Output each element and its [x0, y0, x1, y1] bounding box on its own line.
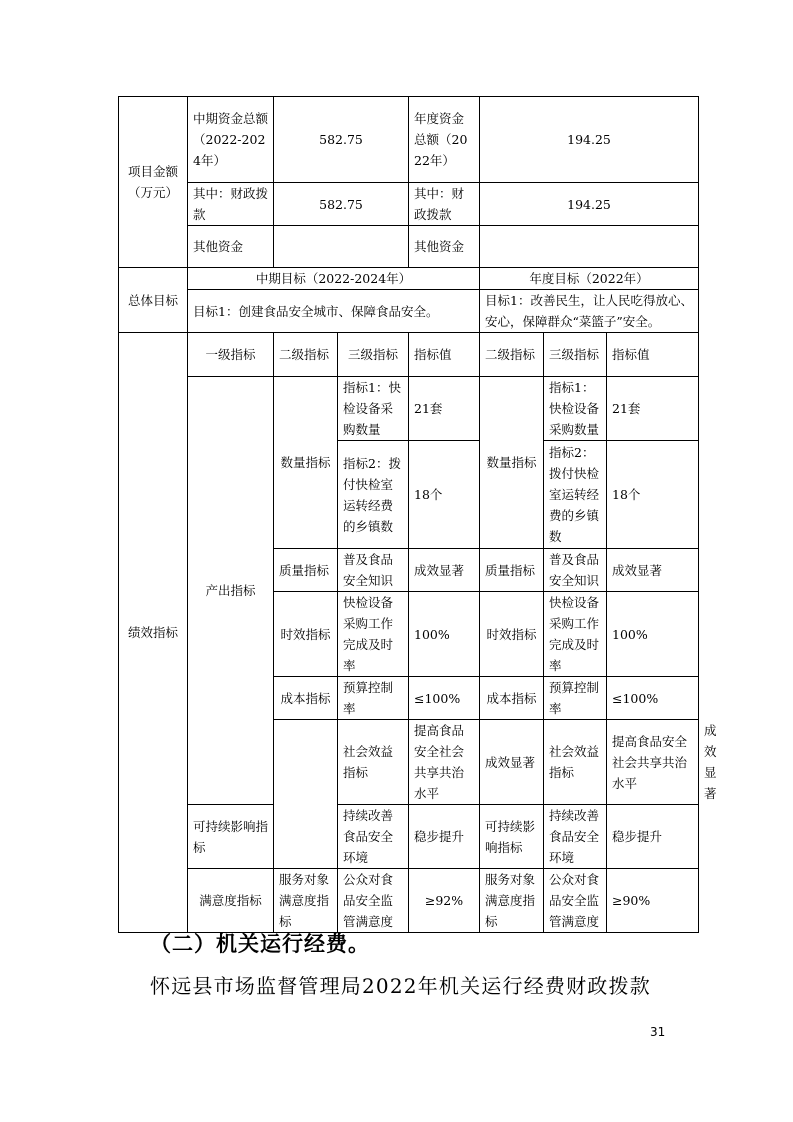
table-row: [119, 869, 699, 933]
performance-table: [118, 96, 717, 933]
value-sustain-annual: 稳步提升: [607, 805, 699, 869]
goals-row-header: 总体目标: [119, 268, 188, 333]
col-header-value-mid: 指标值: [409, 333, 480, 377]
value-cost-annual: ≤100%: [607, 677, 699, 720]
value-timeliness-annual: 100%: [607, 592, 699, 677]
value-quantity1-mid: 21套: [409, 377, 480, 441]
value-cost-mid: ≤100%: [409, 677, 480, 720]
benefit-indicator-label: [274, 720, 338, 869]
mid-total-value: 582.75: [274, 97, 409, 183]
level3-cost-mid: 预算控制率: [338, 677, 409, 720]
level3-satisfaction-annual: 公众对食品安全监管满意度: [544, 869, 607, 933]
level2-cost-mid: 成本指标: [274, 677, 338, 720]
level2-social-annual: 社会效益指标: [544, 720, 607, 805]
body-paragraph: 怀远县市场监督管理局2022年机关运行经费财政拨款: [150, 974, 651, 998]
value-satisfaction-mid: ≥92%: [409, 869, 480, 933]
mid-other-value: [274, 226, 409, 268]
value-quantity2-annual: 18个: [607, 441, 699, 549]
annual-other-value: [480, 226, 699, 268]
value-quality-annual: 成效显著: [607, 549, 699, 592]
level2-sustain-annual: 可持续影响指标: [480, 805, 544, 869]
level2-satisfaction-annual: 服务对象满意度指标: [480, 869, 544, 933]
col-header-level2-mid: 二级指标: [274, 333, 338, 377]
level2-timeliness-mid: 时效指标: [274, 592, 338, 677]
level3-quantity2-mid: 指标2：拨付快检室运转经费的乡镇数: [338, 441, 409, 549]
value-quality-mid: 成效显著: [409, 549, 480, 592]
output-indicator-label: 产出指标: [188, 377, 274, 805]
level3-sustain-mid: 持续改善食品安全环境: [338, 805, 409, 869]
mid-fiscal-value: 582.75: [274, 183, 409, 226]
value-timeliness-mid: 100%: [409, 592, 480, 677]
level2-quantity-mid: 数量指标: [274, 377, 338, 549]
col-header-level2-annual: 二级指标: [480, 333, 544, 377]
funding-row-header: [119, 97, 188, 268]
level3-quality-annual: 普及食品安全知识: [544, 549, 607, 592]
annual-other-label: 其他资金: [409, 226, 480, 268]
col-header-level3-mid: 三级指标: [338, 333, 409, 377]
funding-row-header-text: 项目金额（万元）: [127, 164, 178, 200]
value-sustain-mid: 稳步提升: [409, 805, 480, 869]
col-header-level3-annual: 三级指标: [544, 333, 607, 377]
annual-goal-text: 目标1：改善民生，让人民吃得放心、安心，保障群众“菜篮子”安全。: [480, 290, 699, 333]
mid-goal-text: 目标1：创建食品安全城市、保障食品安全。: [188, 290, 480, 333]
col-header-value-annual: 指标值: [607, 333, 699, 377]
level3-quantity1-mid: 指标1：快检设备采购数量: [338, 377, 409, 441]
level2-quantity-annual: 数量指标: [480, 377, 544, 549]
annual-goal-header: 年度目标（2022年）: [480, 268, 699, 290]
value-satisfaction-annual: ≥90%: [607, 869, 699, 933]
level2-satisfaction-mid: 服务对象满意度指标: [274, 869, 338, 933]
annual-fiscal-value: 194.25: [480, 183, 699, 226]
table-row: 社会效益指标 提高食品安全社会共享共治水平 成效显著 社会效益指标 提高食品安全社会共享共治水平 成效显著: [119, 720, 699, 805]
level3-satisfaction-mid: 公众对食品安全监管满意度: [338, 869, 409, 933]
level3-social-mid: 提高食品安全社会共享共治水平: [409, 720, 480, 805]
level2-sustain-mid: 可持续影响指标: [188, 805, 274, 869]
level3-quality-mid: 普及食品安全知识: [338, 549, 409, 592]
level2-cost-annual: 成本指标: [480, 677, 544, 720]
level3-quantity2-annual: 指标2：拨付快检室运转经费的乡镇数: [544, 441, 607, 549]
col-header-level1: 一级指标: [188, 333, 274, 377]
table-row: [119, 805, 699, 869]
page-number: 31: [650, 1025, 666, 1039]
value-social-mid: 成效显著: [480, 720, 544, 805]
level3-cost-annual: 预算控制率: [544, 677, 607, 720]
mid-total-label: 中期资金总额（2022-2024年）: [188, 97, 274, 183]
satisfaction-indicator-label: 满意度指标: [188, 869, 274, 933]
level3-sustain-annual: 持续改善食品安全环境: [544, 805, 607, 869]
table-row: [119, 377, 699, 441]
value-quantity2-mid: 18个: [409, 441, 480, 549]
mid-goal-header: 中期目标（2022-2024年）: [188, 268, 480, 290]
level2-quality-mid: 质量指标: [274, 549, 338, 592]
level3-timeliness-annual: 快检设备采购工作完成及时率: [544, 592, 607, 677]
level3-social-annual: 提高食品安全社会共享共治水平: [607, 720, 699, 805]
performance-row-header: 绩效指标: [119, 333, 188, 933]
annual-fiscal-label: 其中：财政拨款: [409, 183, 480, 226]
level2-timeliness-annual: 时效指标: [480, 592, 544, 677]
section-heading: （二）机关运行经费。: [150, 932, 370, 956]
annual-total-label: 年度资金总额（2022年）: [409, 97, 480, 183]
value-quantity1-annual: 21套: [607, 377, 699, 441]
mid-fiscal-label: 其中：财政拨款: [188, 183, 274, 226]
annual-total-value: 194.25: [480, 97, 699, 183]
level3-quantity1-annual: 指标1：快检设备采购数量: [544, 377, 607, 441]
level2-quality-annual: 质量指标: [480, 549, 544, 592]
level2-social-mid: 社会效益指标: [338, 720, 409, 805]
level3-timeliness-mid: 快检设备采购工作完成及时率: [338, 592, 409, 677]
mid-other-label: 其他资金: [188, 226, 274, 268]
